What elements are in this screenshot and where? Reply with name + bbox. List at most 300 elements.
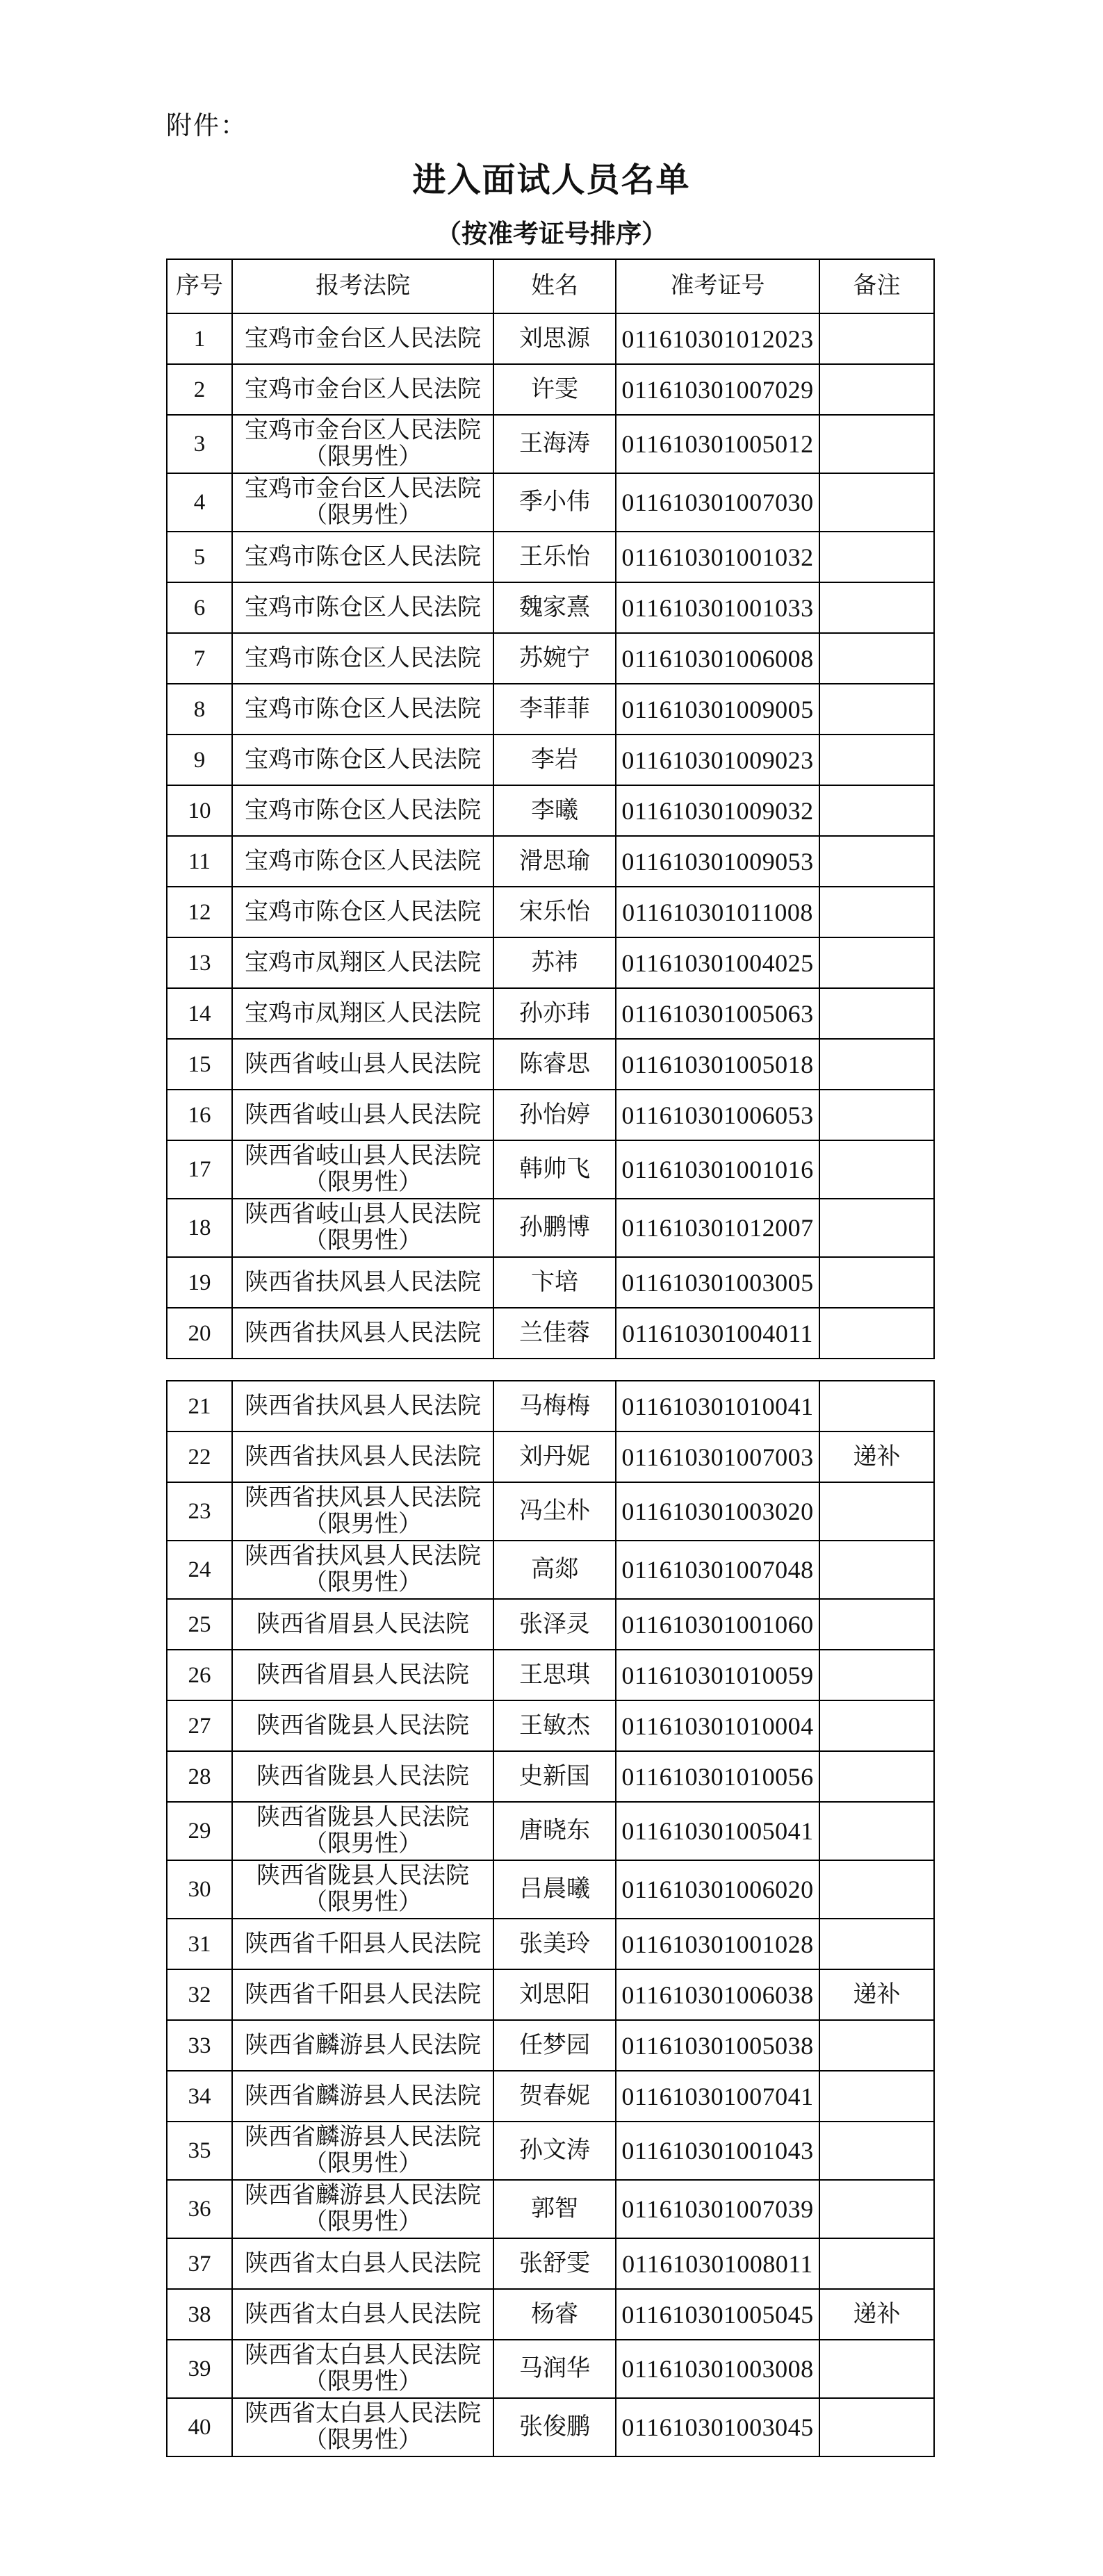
cell-court (232, 532, 493, 582)
court-name-line: 陕西省岐山县人民法院 (245, 1101, 481, 1128)
cell-name: 高郯 (493, 1541, 616, 1599)
cell-no: 35 (167, 2122, 232, 2180)
court-name-line: 宝鸡市陈仓区人民法院 (245, 746, 481, 773)
table-row (167, 1599, 934, 1650)
court-name-line: 陕西省陇县人民法院 (256, 1863, 469, 1889)
cell-ticket: 011610301003045 (616, 2398, 819, 2456)
cell-court (232, 1308, 493, 1359)
cell-no: 7 (167, 633, 232, 684)
cell-remark (819, 1860, 934, 1919)
cell-court (232, 1257, 493, 1308)
cell-remark (819, 1599, 934, 1650)
cell-no: 38 (167, 2289, 232, 2340)
cell-remark (819, 2238, 934, 2289)
cell-no: 25 (167, 1599, 232, 1650)
cell-no: 2 (167, 364, 232, 415)
cell-court (232, 1199, 493, 1257)
cell-no: 23 (167, 1482, 232, 1541)
cell-name: 刘丹妮 (493, 1431, 616, 1482)
cell-remark (819, 2340, 934, 2398)
table-row (167, 1482, 934, 1541)
cell-name: 贺春妮 (493, 2071, 616, 2122)
cell-court (232, 988, 493, 1039)
cell-remark: 递补 (819, 1431, 934, 1482)
cell-ticket: 011610301001033 (616, 582, 819, 633)
court-name-line: 陕西省千阳县人民法院 (245, 1930, 481, 1957)
cell-ticket: 011610301005012 (616, 415, 819, 473)
cell-name: 张舒雯 (493, 2238, 616, 2289)
cell-name: 宋乐怡 (493, 887, 616, 937)
cell-court (232, 313, 493, 364)
cell-name: 孙亦玮 (493, 988, 616, 1039)
table-row (167, 1257, 934, 1308)
cell-no: 5 (167, 532, 232, 582)
attachment-label: 附件： (166, 112, 247, 140)
cell-name: 季小伟 (493, 473, 616, 532)
cell-no: 37 (167, 2238, 232, 2289)
cell-no: 27 (167, 1700, 232, 1751)
cell-ticket: 011610301001028 (616, 1919, 819, 1969)
cell-ticket: 011610301001032 (616, 532, 819, 582)
cell-ticket: 011610301004011 (616, 1308, 819, 1359)
cell-remark: 递补 (819, 1969, 934, 2020)
cell-court (232, 1860, 493, 1919)
cell-name: 王思琪 (493, 1650, 616, 1700)
cell-name: 苏祎 (493, 937, 616, 988)
table-row (167, 313, 934, 364)
cell-court (232, 1969, 493, 2020)
cell-name: 任梦园 (493, 2020, 616, 2071)
cell-court (232, 785, 493, 836)
cell-court (232, 2340, 493, 2398)
court-restriction-line: （限男性） (304, 444, 422, 470)
table-row (167, 2071, 934, 2122)
court-name-line: 陕西省太白县人民法院 (245, 2343, 481, 2368)
cell-no: 12 (167, 887, 232, 937)
cell-no: 15 (167, 1039, 232, 1090)
cell-name: 孙文涛 (493, 2122, 616, 2180)
table-row (167, 684, 934, 735)
cell-court (232, 2122, 493, 2180)
cell-name: 兰佳蓉 (493, 1308, 616, 1359)
cell-name: 张泽灵 (493, 1599, 616, 1650)
cell-name: 王乐怡 (493, 532, 616, 582)
table-row (167, 887, 934, 937)
cell-ticket: 011610301007048 (616, 1541, 819, 1599)
cell-name: 孙鹏博 (493, 1199, 616, 1257)
cell-name: 冯尘朴 (493, 1482, 616, 1541)
court-name-line: 宝鸡市陈仓区人民法院 (245, 696, 481, 722)
cell-court (232, 2289, 493, 2340)
cell-remark (819, 1039, 934, 1090)
cell-remark (819, 1541, 934, 1599)
cell-court (232, 1599, 493, 1650)
cell-name: 刘思源 (493, 313, 616, 364)
cell-remark (819, 1650, 934, 1700)
table-row (167, 2180, 934, 2238)
cell-no: 1 (167, 313, 232, 364)
table-row (167, 2289, 934, 2340)
cell-ticket: 011610301006020 (616, 1860, 819, 1919)
header-cell-name: 姓名 (493, 259, 616, 313)
court-name-line: 陕西省麟游县人民法院 (245, 2124, 481, 2150)
cell-no: 33 (167, 2020, 232, 2071)
court-restriction-line: （限男性） (304, 2209, 422, 2235)
cell-remark (819, 582, 934, 633)
table-row (167, 1650, 934, 1700)
court-restriction-line: （限男性） (304, 1511, 422, 1537)
cell-remark (819, 937, 934, 988)
header-cell-no: 序号 (167, 259, 232, 313)
cell-name: 李菲菲 (493, 684, 616, 735)
cell-no: 20 (167, 1308, 232, 1359)
cell-court (232, 2071, 493, 2122)
cell-name: 张美玲 (493, 1919, 616, 1969)
table-row (167, 988, 934, 1039)
cell-ticket: 011610301005018 (616, 1039, 819, 1090)
cell-court (232, 2020, 493, 2071)
table-row (167, 937, 934, 988)
cell-remark (819, 1140, 934, 1199)
header-cell-remark: 备注 (819, 259, 934, 313)
table-row (167, 1381, 934, 1431)
cell-ticket: 011610301006053 (616, 1090, 819, 1140)
page-break-gap (166, 1359, 933, 1380)
cell-remark: 递补 (819, 2289, 934, 2340)
court-name-line: 陕西省千阳县人民法院 (245, 1981, 481, 2008)
court-name-line: 陕西省麟游县人民法院 (245, 2032, 481, 2058)
table-row (167, 2122, 934, 2180)
cell-name: 韩帅飞 (493, 1140, 616, 1199)
cell-no: 21 (167, 1381, 232, 1431)
cell-ticket: 011610301003020 (616, 1482, 819, 1541)
cell-ticket: 011610301010041 (616, 1381, 819, 1431)
cell-ticket: 011610301003005 (616, 1257, 819, 1308)
cell-ticket: 011610301001016 (616, 1140, 819, 1199)
table-row (167, 1090, 934, 1140)
cell-no: 29 (167, 1802, 232, 1860)
cell-ticket: 011610301009023 (616, 735, 819, 785)
court-name-line: 陕西省扶风县人民法院 (245, 1443, 481, 1470)
interview-table-segment-2 (166, 1380, 935, 2457)
cell-court (232, 1482, 493, 1541)
cell-name: 陈睿思 (493, 1039, 616, 1090)
court-restriction-line: （限男性） (304, 2151, 422, 2176)
table-row (167, 1039, 934, 1090)
cell-no: 32 (167, 1969, 232, 2020)
court-name-line: 陕西省麟游县人民法院 (245, 2083, 481, 2109)
cell-name: 苏婉宁 (493, 633, 616, 684)
court-restriction-line: （限男性） (304, 502, 422, 528)
cell-ticket: 011610301010056 (616, 1751, 819, 1802)
cell-name: 王海涛 (493, 415, 616, 473)
court-name-line: 陕西省太白县人民法院 (245, 2401, 481, 2427)
cell-name: 孙怡婷 (493, 1090, 616, 1140)
cell-court (232, 1381, 493, 1431)
cell-remark (819, 313, 934, 364)
table-row (167, 1919, 934, 1969)
cell-ticket: 011610301011008 (616, 887, 819, 937)
court-name-line: 陕西省扶风县人民法院 (245, 1543, 481, 1569)
court-name-line: 陕西省太白县人民法院 (245, 2301, 481, 2327)
cell-ticket: 011610301008011 (616, 2238, 819, 2289)
table-row (167, 1140, 934, 1199)
interview-list (166, 259, 933, 2457)
court-name-line: 宝鸡市陈仓区人民法院 (245, 594, 481, 621)
cell-name: 郭智 (493, 2180, 616, 2238)
table-row (167, 2020, 934, 2071)
court-name-line: 陕西省陇县人民法院 (256, 1763, 469, 1789)
cell-ticket: 011610301012007 (616, 1199, 819, 1257)
page-subtitle: （按准考证号排序） (436, 220, 667, 249)
cell-name: 马润华 (493, 2340, 616, 2398)
table-row (167, 2340, 934, 2398)
court-restriction-line: （限男性） (304, 2427, 422, 2453)
cell-name: 刘思阳 (493, 1969, 616, 2020)
table-row (167, 415, 934, 473)
cell-remark (819, 532, 934, 582)
table-row (167, 836, 934, 887)
cell-remark (819, 1802, 934, 1860)
cell-court (232, 1919, 493, 1969)
cell-ticket: 011610301007039 (616, 2180, 819, 2238)
cell-court (232, 473, 493, 532)
cell-no: 24 (167, 1541, 232, 1599)
cell-remark (819, 684, 934, 735)
court-name-line: 陕西省麟游县人民法院 (245, 2183, 481, 2208)
cell-remark (819, 836, 934, 887)
table-row (167, 785, 934, 836)
cell-court (232, 1541, 493, 1599)
table-row (167, 532, 934, 582)
cell-no: 39 (167, 2340, 232, 2398)
cell-court (232, 684, 493, 735)
table-row (167, 1308, 934, 1359)
cell-court (232, 582, 493, 633)
cell-ticket: 011610301007029 (616, 364, 819, 415)
cell-ticket: 011610301005063 (616, 988, 819, 1039)
cell-court (232, 364, 493, 415)
court-name-line: 陕西省太白县人民法院 (245, 2250, 481, 2276)
court-name-line: 陕西省陇县人民法院 (256, 1712, 469, 1739)
cell-remark (819, 1751, 934, 1802)
court-name-line: 宝鸡市陈仓区人民法院 (245, 899, 481, 925)
cell-court (232, 2238, 493, 2289)
cell-no: 16 (167, 1090, 232, 1140)
cell-name: 吕晨曦 (493, 1860, 616, 1919)
cell-no: 11 (167, 836, 232, 887)
cell-court (232, 735, 493, 785)
cell-ticket: 011610301005041 (616, 1802, 819, 1860)
cell-ticket: 011610301007041 (616, 2071, 819, 2122)
cell-remark (819, 1381, 934, 1431)
cell-court (232, 1039, 493, 1090)
cell-court (232, 633, 493, 684)
cell-no: 10 (167, 785, 232, 836)
cell-remark (819, 1482, 934, 1541)
cell-no: 18 (167, 1199, 232, 1257)
cell-court (232, 2398, 493, 2456)
cell-court (232, 1090, 493, 1140)
cell-ticket: 011610301010004 (616, 1700, 819, 1751)
cell-court (232, 937, 493, 988)
cell-name: 许雯 (493, 364, 616, 415)
cell-ticket: 011610301006008 (616, 633, 819, 684)
cell-name: 卞培 (493, 1257, 616, 1308)
table-row (167, 1541, 934, 1599)
cell-name: 张俊鹏 (493, 2398, 616, 2456)
table-row (167, 364, 934, 415)
cell-name: 李曦 (493, 785, 616, 836)
table-row (167, 1969, 934, 2020)
cell-name: 史新国 (493, 1751, 616, 1802)
court-name-line: 陕西省扶风县人民法院 (245, 1485, 481, 1511)
cell-no: 13 (167, 937, 232, 988)
court-name-line: 陕西省岐山县人民法院 (245, 1201, 481, 1227)
court-name-line: 陕西省眉县人民法院 (256, 1662, 469, 1688)
cell-remark (819, 2071, 934, 2122)
cell-remark (819, 1090, 934, 1140)
court-restriction-line: （限男性） (304, 1831, 422, 1857)
cell-remark (819, 1199, 934, 1257)
court-name-line: 陕西省扶风县人民法院 (245, 1320, 481, 1346)
court-name-line: 宝鸡市陈仓区人民法院 (245, 797, 481, 823)
court-name-line: 宝鸡市凤翔区人民法院 (245, 1000, 481, 1026)
cell-no: 14 (167, 988, 232, 1039)
cell-ticket: 011610301005038 (616, 2020, 819, 2071)
cell-remark (819, 785, 934, 836)
court-name-line: 宝鸡市凤翔区人民法院 (245, 949, 481, 976)
court-name-line: 宝鸡市金台区人民法院 (245, 418, 481, 443)
cell-remark (819, 2398, 934, 2456)
header-row (167, 259, 934, 313)
cell-remark (819, 887, 934, 937)
cell-no: 40 (167, 2398, 232, 2456)
cell-no: 9 (167, 735, 232, 785)
court-name-line: 陕西省岐山县人民法院 (245, 1051, 481, 1077)
table-row (167, 2238, 934, 2289)
court-name-line: 宝鸡市陈仓区人民法院 (245, 848, 481, 874)
cell-remark (819, 633, 934, 684)
table-row (167, 735, 934, 785)
cell-name: 杨睿 (493, 2289, 616, 2340)
cell-no: 34 (167, 2071, 232, 2122)
table-row (167, 1751, 934, 1802)
cell-no: 4 (167, 473, 232, 532)
cell-no: 28 (167, 1751, 232, 1802)
table-row (167, 473, 934, 532)
table-row (167, 1860, 934, 1919)
cell-court (232, 1431, 493, 1482)
cell-remark (819, 1257, 934, 1308)
cell-court (232, 1650, 493, 1700)
cell-remark (819, 364, 934, 415)
cell-no: 19 (167, 1257, 232, 1308)
cell-remark (819, 1308, 934, 1359)
cell-court (232, 887, 493, 937)
cell-court (232, 2180, 493, 2238)
court-restriction-line: （限男性） (304, 1570, 422, 1595)
cell-ticket: 011610301005045 (616, 2289, 819, 2340)
header-cell-court: 报考法院 (232, 259, 493, 313)
court-name-line: 宝鸡市金台区人民法院 (245, 376, 481, 402)
cell-remark (819, 415, 934, 473)
cell-court (232, 836, 493, 887)
table-row (167, 582, 934, 633)
cell-name: 唐晓东 (493, 1802, 616, 1860)
cell-remark (819, 2122, 934, 2180)
cell-remark (819, 1919, 934, 1969)
cell-ticket: 011610301001060 (616, 1599, 819, 1650)
court-restriction-line: （限男性） (304, 1228, 422, 1254)
table-row (167, 633, 934, 684)
cell-no: 3 (167, 415, 232, 473)
cell-no: 26 (167, 1650, 232, 1700)
cell-ticket: 011610301003008 (616, 2340, 819, 2398)
cell-name: 李岩 (493, 735, 616, 785)
cell-no: 36 (167, 2180, 232, 2238)
interview-table-segment-1 (166, 259, 935, 1359)
cell-court (232, 1802, 493, 1860)
cell-ticket: 011610301009032 (616, 785, 819, 836)
cell-remark (819, 1700, 934, 1751)
court-name-line: 宝鸡市陈仓区人民法院 (245, 645, 481, 671)
cell-court (232, 415, 493, 473)
cell-ticket: 011610301007003 (616, 1431, 819, 1482)
cell-ticket: 011610301009005 (616, 684, 819, 735)
court-name-line: 陕西省陇县人民法院 (256, 1805, 469, 1830)
cell-ticket: 011610301004025 (616, 937, 819, 988)
court-name-line: 陕西省岐山县人民法院 (245, 1143, 481, 1169)
cell-remark (819, 2020, 934, 2071)
header-cell-ticket: 准考证号 (616, 259, 819, 313)
cell-name: 马梅梅 (493, 1381, 616, 1431)
cell-no: 22 (167, 1431, 232, 1482)
table-row (167, 1802, 934, 1860)
cell-remark (819, 988, 934, 1039)
cell-no: 8 (167, 684, 232, 735)
cell-no: 17 (167, 1140, 232, 1199)
cell-court (232, 1751, 493, 1802)
cell-no: 30 (167, 1860, 232, 1919)
court-name-line: 宝鸡市金台区人民法院 (245, 476, 481, 502)
table-row (167, 1431, 934, 1482)
table-row (167, 1700, 934, 1751)
cell-remark (819, 2180, 934, 2238)
cell-ticket: 011610301001043 (616, 2122, 819, 2180)
cell-ticket: 011610301009053 (616, 836, 819, 887)
court-name-line: 陕西省眉县人民法院 (256, 1611, 469, 1637)
court-restriction-line: （限男性） (304, 1889, 422, 1915)
court-name-line: 陕西省扶风县人民法院 (245, 1393, 481, 1419)
cell-name: 滑思瑜 (493, 836, 616, 887)
cell-remark (819, 473, 934, 532)
cell-court (232, 1700, 493, 1751)
cell-ticket: 011610301012023 (616, 313, 819, 364)
cell-name: 魏家熹 (493, 582, 616, 633)
cell-ticket: 011610301010059 (616, 1650, 819, 1700)
court-name-line: 宝鸡市金台区人民法院 (245, 325, 481, 352)
cell-no: 6 (167, 582, 232, 633)
cell-remark (819, 735, 934, 785)
cell-ticket: 011610301007030 (616, 473, 819, 532)
table-row (167, 2398, 934, 2456)
cell-ticket: 011610301006038 (616, 1969, 819, 2020)
table-row (167, 1199, 934, 1257)
cell-name: 王敏杰 (493, 1700, 616, 1751)
cell-no: 31 (167, 1919, 232, 1969)
court-name-line: 宝鸡市陈仓区人民法院 (245, 543, 481, 570)
